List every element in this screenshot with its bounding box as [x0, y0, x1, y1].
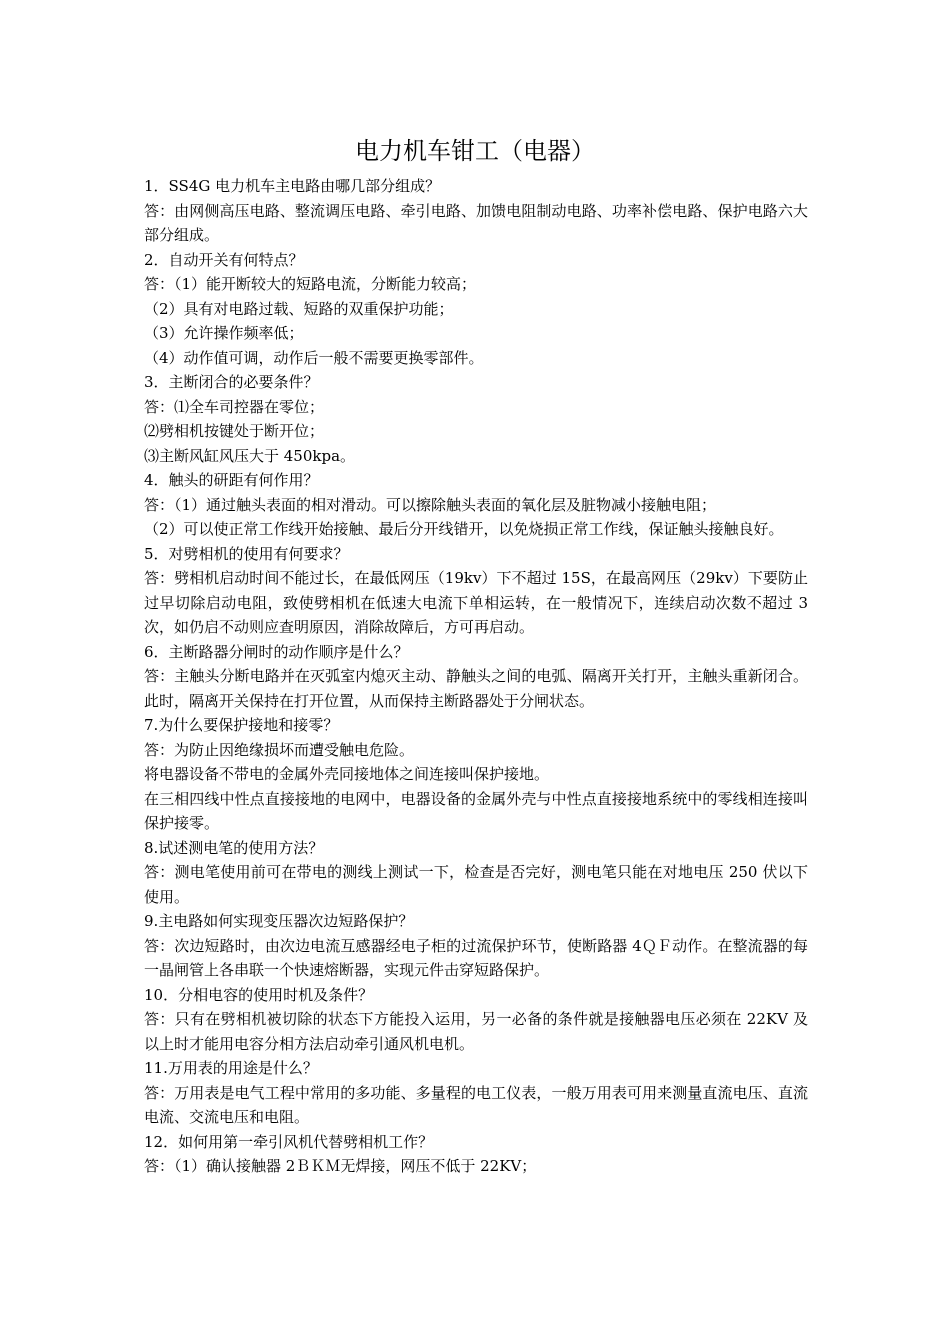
question-8: 8.试述测电笔的使用方法？: [144, 838, 324, 857]
question-10: 10．分相电容的使用时机及条件？: [144, 985, 374, 1004]
answer-7-line-1: 答：为防止因绝缘损坏而遭受触电危险。: [144, 740, 415, 759]
document-body: [144, 174, 808, 1179]
answer-4-item-2: （2）可以使正常工作线开始接触、最后分开线错开，以免烧损正常工作线，保证触头接触良好。: [144, 520, 784, 538]
answer-4-item-1: 答：（1）通过触头表面的相对滑动。可以擦除触头表面的氧化层及脏物减小接触电阻；: [144, 495, 717, 514]
answer-7-line-3: 在三相四线中性点直接接地的电网中，电器设备的金属外壳与中性点直接接地系统中的零线相连接叫保护接零。: [144, 789, 808, 832]
question-1: 1．SS4G 电力机车主电路由哪几部分组成？: [144, 177, 441, 195]
question-5: 5．对劈相机的使用有何要求？: [144, 544, 349, 563]
question-7: 7.为什么要保护接地和接零？: [144, 716, 339, 734]
answer-3-item-2: ⑵劈相机按键处于断开位；: [144, 422, 325, 440]
answer-10: 答：只有在劈相机被切除的状态下方能投入运用，另一必备的条件就是接触器电压必须在 22KV 及以上时才能用电容分相方法启动牵引通风机电机。: [144, 1010, 808, 1053]
question-4: 4．触头的研距有何作用？: [144, 471, 319, 489]
question-6: 6．主断路器分闸时的动作顺序是什么？: [144, 642, 409, 661]
answer-3-item-3: ⑶主断风缸风压大于 450kpa。: [144, 446, 356, 465]
answer-1: 答：由网侧高压电路、整流调压电路、牵引电路、加馈电阻制动电路、功率补偿电路、保护电路六大部分组成。: [144, 201, 808, 244]
answer-6: 答：主触头分断电路并在灭弧室内熄灭主动、静触头之间的电弧、隔离开关打开，主触头重新闭合。此时，隔离开关保持在打开位置，从而保持主断路器处于分闸状态。: [144, 667, 808, 710]
answer-3-item-1: 答：⑴全车司控器在零位；: [144, 397, 325, 416]
question-3: 3．主断闭合的必要条件？: [144, 373, 319, 391]
answer-2-item-1: 答：（1）能开断较大的短路电流，分断能力较高；: [144, 275, 477, 293]
question-2: 2．自动开关有何特点？: [144, 250, 304, 269]
answer-2-item-4: （4）动作值可调，动作后一般不需要更换零部件。: [144, 348, 484, 367]
document-title: 电力机车钳工（电器）: [355, 137, 595, 165]
answer-2-item-2: （2）具有对电路过载、短路的双重保护功能；: [144, 299, 454, 318]
question-12: 12．如何用第一牵引风机代替劈相机工作？: [144, 1132, 434, 1151]
answer-9: 答：次边短路时，由次边电流互感器经电子柜的过流保护环节，使断路器 4ＱＦ动作。在整流器的每一晶闸管上各串联一个快速熔断器，实现元件击穿短路保护。: [144, 936, 808, 979]
answer-5: 答：劈相机启动时间不能过长，在最低网压（19kv）下不超过 15S，在最高网压（29kv）下要防止过早切除启动电阻，致使劈相机在低速大电流下单相运转，在一般情况下，连续启动次数不超过 3 次，如仍启不动则应查明原因，消除故障后，方可再启动。: [144, 569, 808, 636]
answer-8: 答：测电笔使用前可在带电的测线上测试一下，检查是否完好，测电笔只能在对地电压 250 伏以下使用。: [144, 863, 808, 906]
answer-2-item-3: （3）允许操作频率低；: [144, 324, 304, 342]
answer-12-item-1: 答：（1）确认接触器 2ＢＫＭ无焊接，网压不低于 22KV；: [144, 1157, 537, 1175]
answer-7-line-2: 将电器设备不带电的金属外壳同接地体之间连接叫保护接地。: [144, 765, 550, 783]
question-11: 11.万用表的用途是什么？: [144, 1059, 318, 1077]
question-9: 9.主电路如何实现变压器次边短路保护？: [144, 912, 414, 930]
answer-11: 答：万用表是电气工程中常用的多功能、多量程的电工仪表，一般万用表可用来测量直流电压、直流电流、交流电压和电阻。: [144, 1083, 808, 1126]
